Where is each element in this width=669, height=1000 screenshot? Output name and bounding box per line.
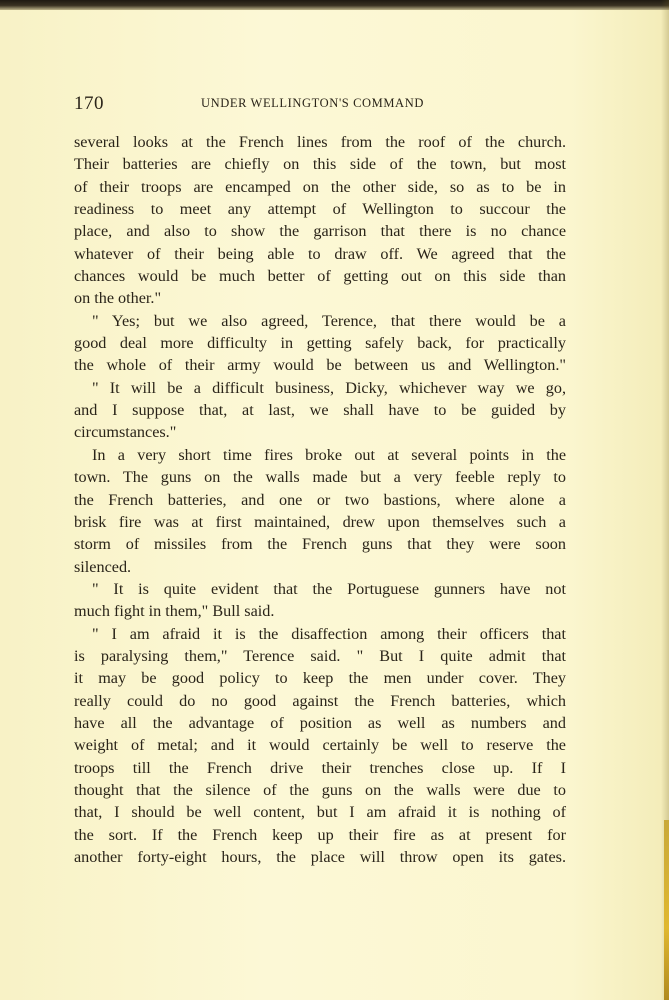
text-line: several looks at the French lines from the roof of the church. bbox=[74, 133, 566, 151]
text-line: and I suppose that, at last, we shall have to be guided by bbox=[74, 401, 566, 420]
text-line: is paralysing them," Terence said. " But I quite admit that bbox=[74, 646, 566, 665]
text-line: that, I should be well content, but I am afraid it is nothing of bbox=[74, 803, 566, 822]
text-line: thought that the silence of the guns on the walls were due to bbox=[74, 780, 566, 799]
text-line: chances would be much better of getting out on this side than bbox=[74, 267, 566, 286]
text-line: " It will be a difficult business, Dicky, whichever way we go, bbox=[92, 378, 566, 397]
page-top-edge bbox=[0, 0, 669, 10]
text-line: of their troops are encamped on the other side, so as to be in bbox=[74, 177, 566, 196]
text-line: on the other." bbox=[74, 289, 162, 308]
text-line: whatever of their being able to draw off. We agreed that the bbox=[74, 244, 566, 263]
text-line: the whole of their army would be between us and Wellington." bbox=[74, 356, 566, 375]
text-line: good deal more difficulty in getting safely back, for practically bbox=[74, 334, 566, 353]
text-line: silenced. bbox=[74, 557, 132, 576]
page-header bbox=[74, 93, 569, 117]
body-text bbox=[74, 131, 566, 868]
page-right-edge bbox=[664, 820, 669, 1000]
text-line: " I am afraid it is the disaffection among their officers that bbox=[92, 624, 566, 643]
running-head: UNDER WELLINGTON'S COMMAND bbox=[201, 96, 424, 110]
text-line: " Yes; but we also agreed, Terence, that there would be a bbox=[92, 311, 566, 330]
text-line: storm of missiles from the French guns that they were soon bbox=[74, 535, 566, 554]
text-line: the sort. If the French keep up their fire as at present for bbox=[74, 825, 566, 844]
text-line: readiness to meet any attempt of Wellington to succour the bbox=[74, 200, 566, 219]
text-line: circumstances." bbox=[74, 423, 177, 442]
text-line: place, and also to show the garrison that there is no chance bbox=[74, 222, 566, 241]
text-line: the French batteries, and one or two bastions, where alone a bbox=[74, 490, 566, 509]
text-line: Their batteries are chiefly on this side of the town, but most bbox=[74, 155, 566, 174]
text-line: it may be good policy to keep the men under cover. They bbox=[74, 669, 566, 688]
text-line: weight of metal; and it would certainly be well to reserve the bbox=[74, 736, 566, 755]
text-line: In a very short time fires broke out at several points in the bbox=[92, 445, 566, 464]
text-line: brisk fire was at first maintained, drew upon themselves such a bbox=[74, 512, 566, 531]
text-line: really could do no good against the French batteries, which bbox=[74, 691, 566, 710]
text-line: much fight in them," Bull said. bbox=[74, 602, 275, 621]
text-line: " It is quite evident that the Portuguese gunners have not bbox=[92, 579, 566, 598]
text-line: town. The guns on the walls made but a very feeble reply to bbox=[74, 468, 566, 487]
page-number: 170 bbox=[74, 93, 104, 114]
text-line: have all the advantage of position as well as numbers and bbox=[74, 713, 566, 732]
text-line: another forty-eight hours, the place will throw open its gates. bbox=[74, 848, 566, 866]
text-line: troops till the French drive their trenches close up. If I bbox=[74, 758, 566, 777]
